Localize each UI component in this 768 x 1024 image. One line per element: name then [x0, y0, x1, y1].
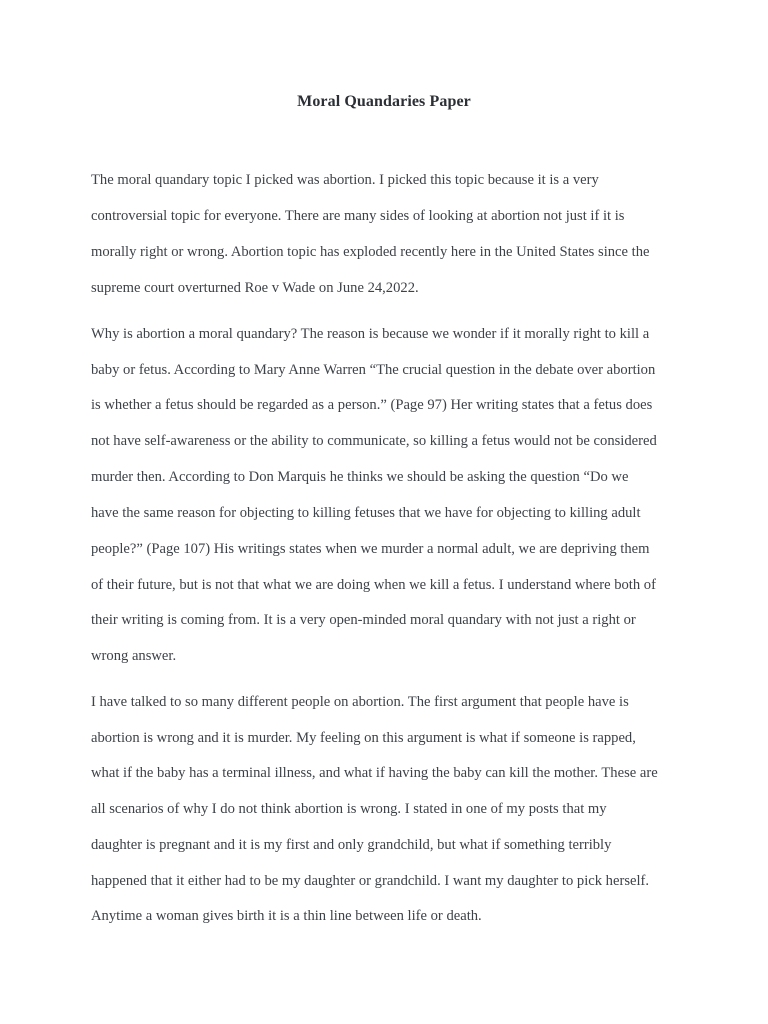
paragraph-1-line-4: supreme court overturned Roe v Wade on June 24,2022. — [91, 280, 419, 296]
paragraph-2-line-5: murder then. According to Don Marquis he thinks we should be asking the question “Do we — [91, 469, 629, 485]
page-title: Moral Quandaries Paper — [297, 93, 471, 110]
paragraph-2-line-10: wrong answer. — [91, 648, 177, 664]
paragraph-2-line-6: have the same reason for objecting to killing fetuses that we have for objecting to killing adult — [91, 505, 641, 521]
paragraph-1-line-2: controversial topic for everyone. There are many sides of looking at abortion not just if it is — [91, 208, 625, 224]
paragraph-2-line-8: of their future, but is not that what we are doing when we kill a fetus. I understand where both of — [91, 577, 656, 593]
paragraph-3-line-1: I have talked to so many different people on abortion. The first argument that people have is — [91, 694, 629, 710]
paragraph-2-line-1: Why is abortion a moral quandary? The reason is because we wonder if it morally right to kill a — [91, 326, 650, 342]
paragraph-3-line-6: happened that it either had to be my daughter or grandchild. I want my daughter to pick herself. — [91, 873, 650, 889]
paragraph-2-line-9: their writing is coming from. It is a very open-minded moral quandary with not just a right or — [91, 612, 636, 628]
paragraph-2-line-7: people?” (Page 107) His writings states when we murder a normal adult, we are depriving them — [91, 541, 650, 557]
paragraph-3-line-5: daughter is pregnant and it is my first and only grandchild, but what if something terribly — [91, 837, 612, 853]
paragraph-2-line-3: is whether a fetus should be regarded as a person.” (Page 97) Her writing states that a fetus does — [91, 397, 653, 413]
paragraph-3-line-4: all scenarios of why I do not think abortion is wrong. I stated in one of my posts that my — [91, 801, 607, 817]
paragraph-2-line-2: baby or fetus. According to Mary Anne Warren “The crucial question in the debate over abortion — [91, 362, 656, 378]
paragraph-3-line-2: abortion is wrong and it is murder. My feeling on this argument is what if someone is rapped, — [91, 730, 636, 746]
paragraph-3-line-7: Anytime a woman gives birth it is a thin line between life or death. — [91, 908, 482, 924]
paragraph-2-line-4: not have self-awareness or the ability to communicate, so killing a fetus would not be considered — [91, 433, 657, 449]
paragraph-3-line-3: what if the baby has a terminal illness, and what if having the baby can kill the mother. These are — [91, 765, 658, 781]
paragraph-1-line-3: morally right or wrong. Abortion topic has exploded recently here in the United States since the — [91, 244, 650, 260]
paragraph-1-line-1: The moral quandary topic I picked was abortion. I picked this topic because it is a very — [91, 172, 599, 188]
